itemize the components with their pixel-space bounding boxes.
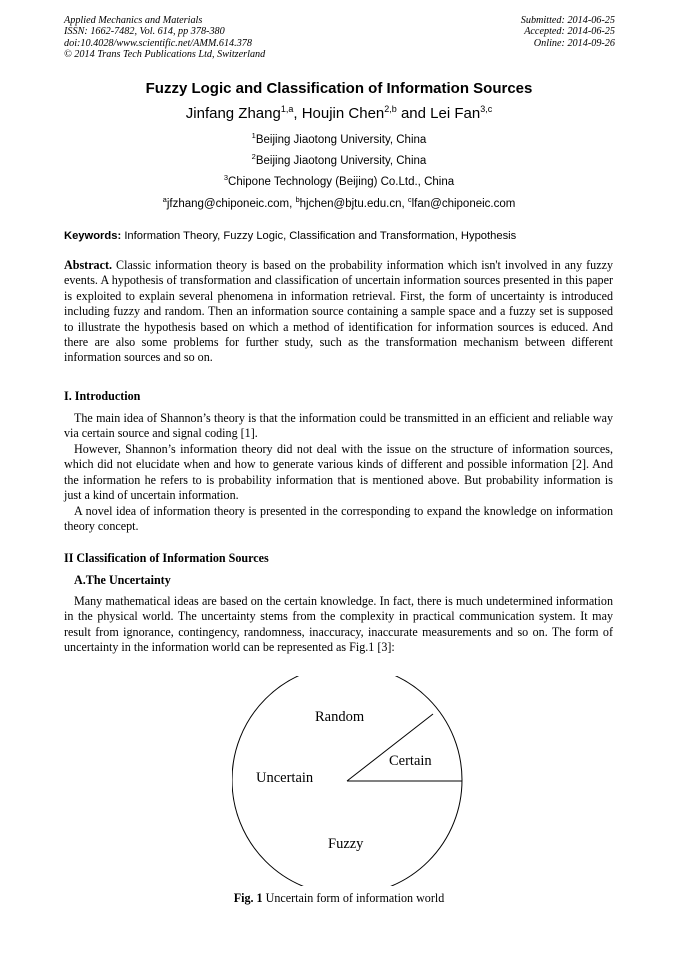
author-sup: 1,a <box>280 104 294 114</box>
uncertainty-figure <box>232 676 472 886</box>
journal-copyright: © 2014 Trans Tech Publications Ltd, Switzerland <box>64 49 266 61</box>
label-fuzzy: Fuzzy <box>328 836 364 852</box>
submission-dates <box>521 15 615 49</box>
author-name: Houjin Chen <box>301 105 385 122</box>
paragraph: However, Shannon’s information theory did not deal with the issue on the structure of information sources, which did not elucidate when and how to generate various kinds of different and possible information [2]. And the information he refers to is probability information that is mentioned above. But probability information is just a kind of uncertain information. <box>64 442 613 503</box>
journal-doi: doi:10.4028/www.scientific.net/AMM.614.378 <box>64 37 252 49</box>
abstract-text: Classic information theory is based on the probability information which isn't involved in any fuzzy events. A hypothesis of transformation and classification of uncertain information sources presented in this paper is exploited to explain several phenomena in information retrieval. First, the form of uncertainty is introduced including fuzzy and random. Then an information source containing a sample space and a fuzzy set is supposed to illustrate the hypothesis based on which a method of identification for information sources is educed. And there are also some problems for further study, such as the transformation mechanism between different information sources and so on. <box>64 258 613 365</box>
caption-label: Fig. 1 <box>233 891 263 905</box>
online-date: Online: 2014-09-26 <box>533 37 615 49</box>
affiliation-text: Beijing Jiaotong University, China <box>255 154 427 167</box>
affiliation-text: Chipone Technology (Beijing) Co.Ltd., China <box>228 175 455 188</box>
journal-issn: ISSN: 1662-7482, Vol. 614, pp 378-380 <box>64 26 225 38</box>
author-line <box>0 104 678 122</box>
affiliation <box>0 131 678 146</box>
keywords <box>64 230 516 242</box>
journal-name: Applied Mechanics and Materials <box>64 15 203 26</box>
email-separator: , <box>401 197 408 210</box>
affiliation <box>0 152 678 167</box>
paragraph: Many mathematical ideas are based on the certain knowledge. In fact, there is much undetermined information in the physical world. The uncertainty stems from the complexity in practical communication system. It may result from ignorance, contingency, randomness, inaccuracy, inaccurate measurements and so on. The form of uncertainty in the information world can be represented as Fig.1 [3]: <box>64 594 613 655</box>
email: hjchen@bjtu.edu.cn <box>299 197 402 210</box>
author-name: Jinfang Zhang <box>185 105 281 122</box>
keywords-text: Information Theory, Fuzzy Logic, Classification and Transformation, Hypothesis <box>124 230 517 242</box>
email-separator: , <box>289 197 296 210</box>
author-separator: , <box>293 105 302 122</box>
keywords-label: Keywords: <box>64 230 122 242</box>
affiliation-text: Beijing Jiaotong University, China <box>255 133 427 146</box>
paper-title: Fuzzy Logic and Classification of Information Sources <box>145 80 533 97</box>
label-random: Random <box>315 709 365 725</box>
affiliation-sup: 1 <box>251 131 256 140</box>
subsection-heading: A.The Uncertainty <box>74 573 171 587</box>
paragraph: A novel idea of information theory is presented in the corresponding to expand the knowledge on information theory concept. <box>64 504 613 534</box>
abstract <box>64 258 613 366</box>
section-heading: II Classification of Information Sources <box>64 551 269 565</box>
email: lfan@chiponeic.com <box>411 197 516 210</box>
section-heading: I. Introduction <box>64 389 141 403</box>
caption-text: Uncertain form of information world <box>265 891 445 905</box>
affiliation <box>0 173 678 188</box>
email-sup: c <box>407 195 412 204</box>
affiliation-sup: 2 <box>251 152 256 161</box>
email: jfzhang@chiponeic.com <box>166 197 290 210</box>
author-sup: 3,c <box>480 104 493 114</box>
journal-info <box>64 15 265 61</box>
accepted-date: Accepted: 2014-06-25 <box>524 26 615 38</box>
submitted-date: Submitted: 2014-06-25 <box>520 15 615 26</box>
author-name: Lei Fan <box>430 105 481 122</box>
abstract-label: Abstract. <box>64 258 113 272</box>
email-sup: b <box>295 195 300 204</box>
email-line <box>0 195 678 210</box>
figure-caption <box>0 891 678 906</box>
author-sup: 2,b <box>384 104 397 114</box>
paragraph: The main idea of Shannon’s theory is that the information could be transmitted in an efficient and reliable way via certain source and signal coding [1]. <box>64 411 613 441</box>
label-uncertain: Uncertain <box>256 770 314 786</box>
label-certain: Certain <box>389 753 432 769</box>
author-and: and <box>396 105 431 122</box>
email-sup: a <box>162 195 167 204</box>
affiliation-sup: 3 <box>223 173 229 182</box>
